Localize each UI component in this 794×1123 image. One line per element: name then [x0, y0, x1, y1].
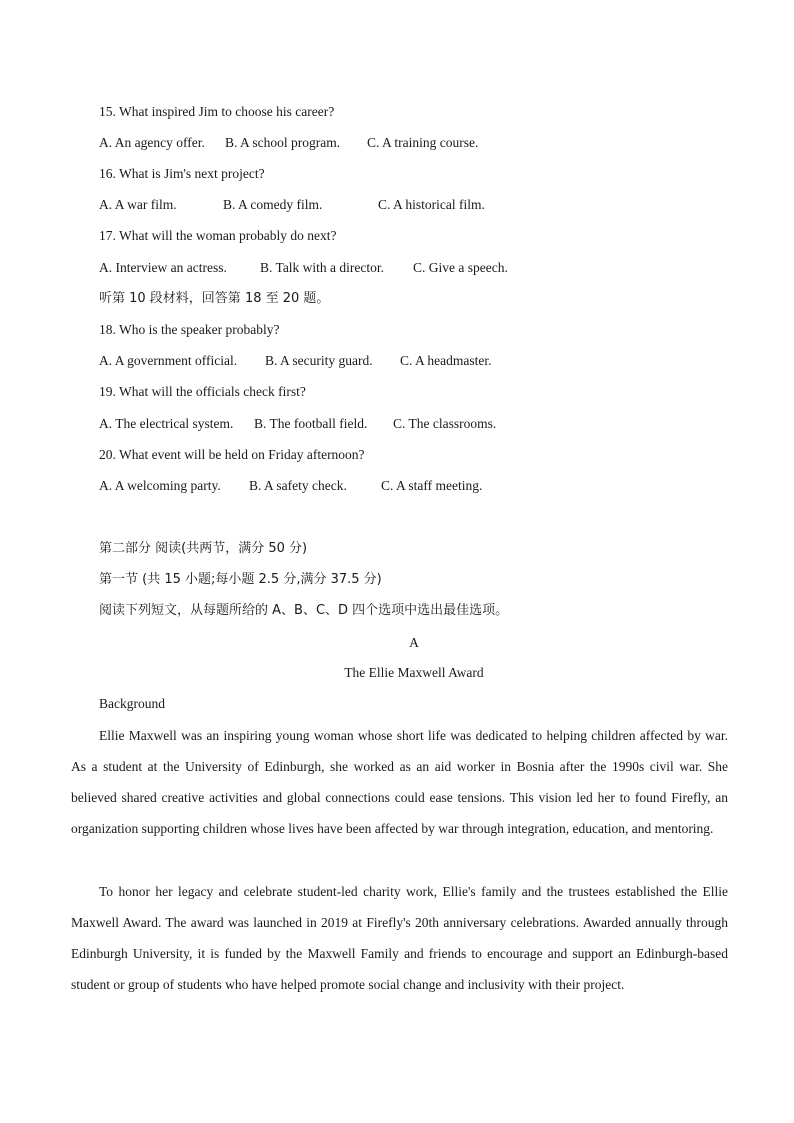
section-10-instruction: 听第 10 段材料，回答第 18 至 20 题。	[99, 291, 330, 306]
option-a: A. An agency offer.	[99, 135, 205, 150]
question-18-options	[99, 353, 492, 369]
part-two-title: 第二部分 阅读(共两节，满分 50 分)	[99, 541, 308, 556]
option-a: A. A war film.	[99, 197, 177, 212]
question-18: 18. Who is the speaker probably?	[99, 322, 280, 337]
question-15: 15. What inspired Jim to choose his career?	[99, 104, 335, 119]
option-c: C. A historical film.	[378, 197, 485, 212]
question-16-options	[99, 197, 485, 213]
question-20: 20. What event will be held on Friday afternoon?	[99, 447, 365, 462]
paragraph-1-text: Ellie Maxwell was an inspiring young woman whose short life was dedicated to helping children affected by war. As a student at the University of Edinburgh, she worked as an aid worker in Bosnia after the 1990s civil war. She believed shared creative activities and global connections could ease tensions. This vision led her to found Firefly, an organization supporting children whose lives have been affected by war through integration, education, and mentoring.	[71, 728, 728, 836]
option-b: B. A school program.	[225, 135, 341, 150]
reading-instruction: 阅读下列短文，从每题所给的 A、B、C、D 四个选项中选出最佳选项。	[99, 603, 509, 618]
option-a: A. Interview an actress.	[99, 260, 227, 275]
option-c: C. A staff meeting.	[381, 478, 483, 493]
option-a: A. A welcoming party.	[99, 478, 221, 493]
question-17-options	[99, 260, 508, 276]
section-one-title: 第一节 (共 15 小题;每小题 2.5 分,满分 37.5 分)	[99, 572, 382, 587]
question-16: 16. What is Jim's next project?	[99, 166, 265, 181]
option-a: A. A government official.	[99, 353, 238, 368]
question-20-options	[99, 478, 482, 494]
paragraph-2	[71, 876, 728, 1000]
paragraph-1	[71, 720, 728, 844]
option-a: A. The electrical system.	[99, 416, 234, 431]
passage-title: The Ellie Maxwell Award	[344, 665, 484, 680]
option-c: C. A headmaster.	[400, 353, 492, 368]
option-b: B. A comedy film.	[223, 197, 323, 212]
option-c: C. A training course.	[367, 135, 479, 150]
option-b: B. A security guard.	[265, 353, 373, 368]
option-b: B. A safety check.	[249, 478, 347, 493]
question-19-options	[99, 416, 496, 432]
question-19: 19. What will the officials check first?	[99, 384, 306, 399]
option-c: C. The classrooms.	[393, 416, 497, 431]
option-b: B. Talk with a director.	[260, 260, 385, 275]
question-17: 17. What will the woman probably do next?	[99, 228, 337, 243]
option-b: B. The football field.	[254, 416, 368, 431]
subheading-background: Background	[99, 696, 165, 711]
paragraph-2-text: To honor her legacy and celebrate student-led charity work, Ellie's family and the trustees established the Ellie Maxwell Award. The award was launched in 2019 at Firefly's 20th anniversary celebrations. Awarded annually through Edinburgh University, it is funded by the Maxwell Family and friends to encourage and support an Edinburgh-based student or group of students who have helped promote social change and inclusivity with their project.	[71, 884, 728, 992]
option-c: C. Give a speech.	[413, 260, 508, 275]
passage-letter: A	[409, 635, 419, 650]
question-15-options	[99, 135, 478, 151]
